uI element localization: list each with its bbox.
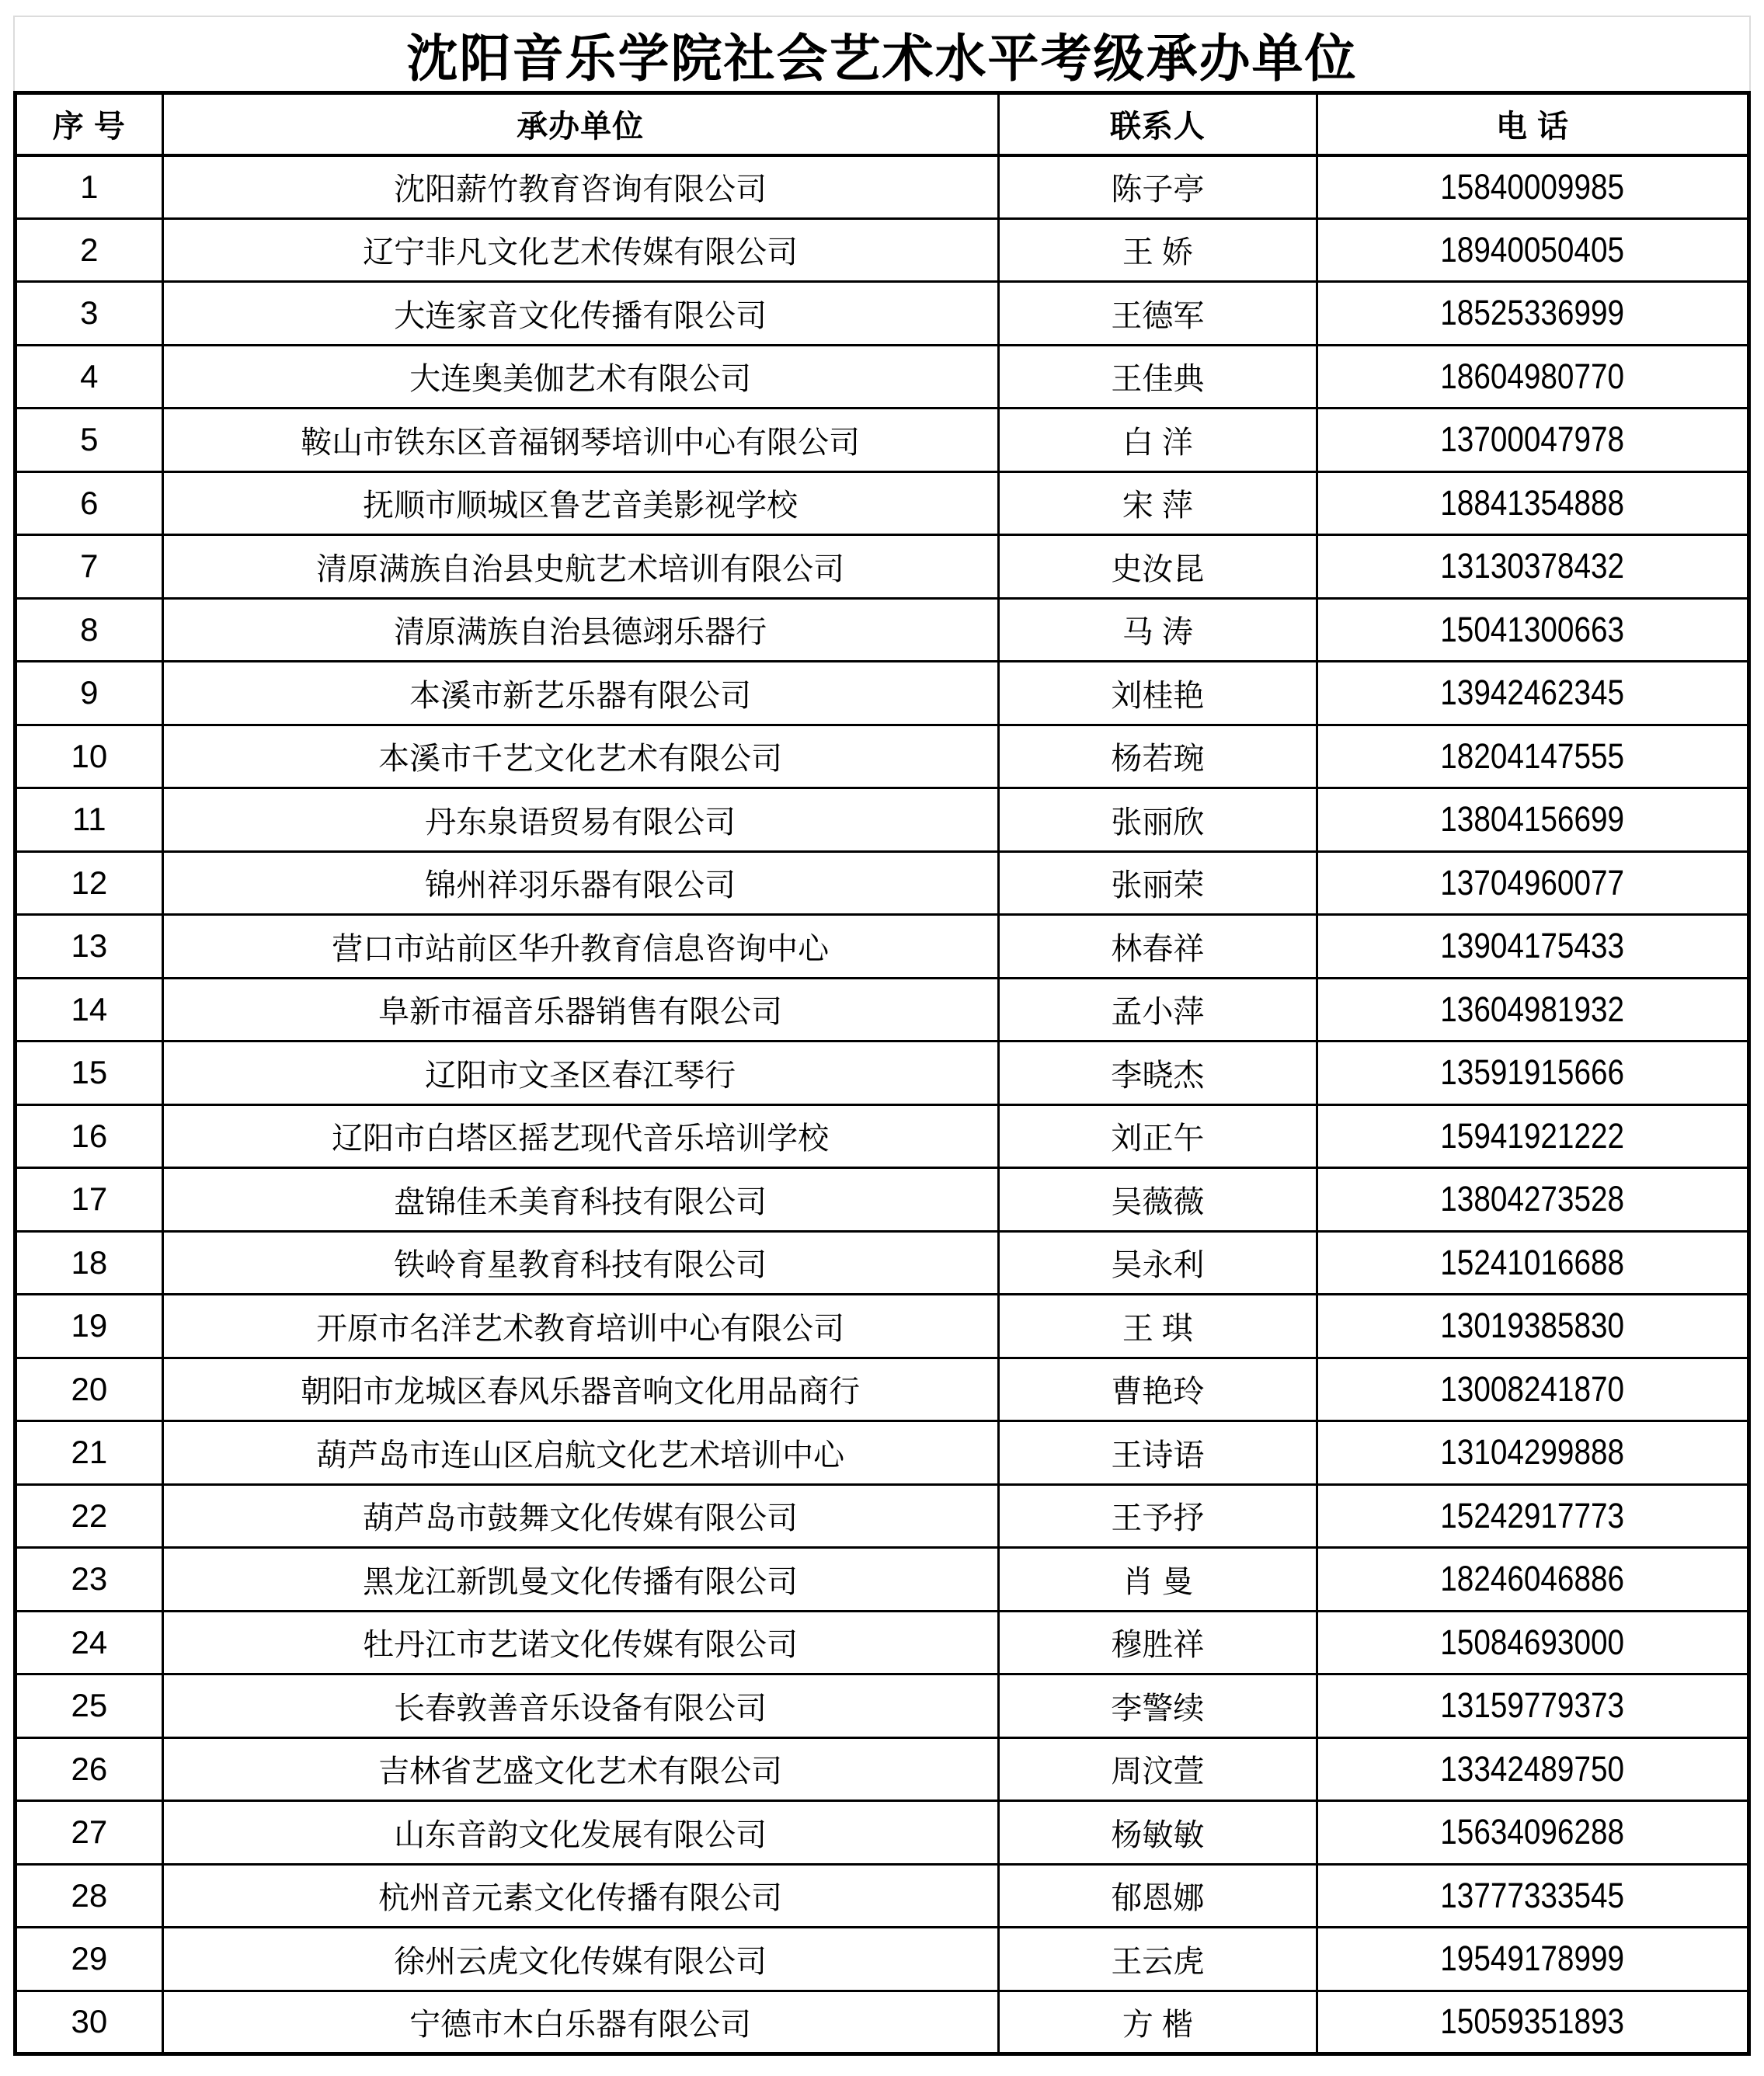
column-header-no: 序 号 (16, 93, 163, 155)
table-row (16, 1231, 1749, 1295)
phone-cell (1317, 1991, 1749, 2054)
phone-number: 13591915666 (1440, 1052, 1625, 1093)
contact-name-cell: 王云虎 (998, 1928, 1317, 1991)
table-row (16, 1168, 1749, 1232)
unit-name-cell: 徐州云虎文化传媒有限公司 (162, 1928, 998, 1991)
phone-cell (1317, 1801, 1749, 1865)
unit-name-cell: 牡丹江市艺诺文化传媒有限公司 (162, 1611, 998, 1674)
phone-cell (1317, 662, 1749, 725)
table-row (16, 1358, 1749, 1421)
row-number-cell: 10 (16, 725, 163, 788)
row-number-cell: 11 (16, 788, 163, 852)
contact-name-cell: 白 洋 (998, 409, 1317, 472)
phone-cell (1317, 978, 1749, 1041)
contact-name-cell: 宋 萍 (998, 471, 1317, 535)
phone-number: 13159779373 (1440, 1685, 1625, 1726)
contact-name-cell: 孟小萍 (998, 978, 1317, 1041)
unit-name-cell: 朝阳市龙城区春风乐器音响文化用品商行 (162, 1358, 998, 1421)
unit-name-cell: 清原满族自治县德翊乐器行 (162, 598, 998, 662)
unit-name-cell: 吉林省艺盛文化艺术有限公司 (162, 1737, 998, 1801)
unit-name-cell: 阜新市福音乐器销售有限公司 (162, 978, 998, 1041)
unit-name-cell: 大连家音文化传播有限公司 (162, 282, 998, 346)
unit-name-cell: 辽阳市文圣区春江琴行 (162, 1041, 998, 1105)
phone-cell (1317, 218, 1749, 282)
contact-name-cell: 张丽荣 (998, 851, 1317, 915)
row-number-cell: 1 (16, 155, 163, 219)
row-number-cell: 7 (16, 535, 163, 599)
phone-cell (1317, 155, 1749, 219)
contact-name-cell: 郁恩娜 (998, 1864, 1317, 1928)
row-number-cell: 8 (16, 598, 163, 662)
contact-name-cell: 王 娇 (998, 218, 1317, 282)
row-number-cell: 25 (16, 1674, 163, 1738)
phone-cell (1317, 1611, 1749, 1674)
phone-number: 13104299888 (1440, 1432, 1625, 1473)
unit-name-cell: 宁德市木白乐器有限公司 (162, 1991, 998, 2054)
column-header-unit: 承办单位 (162, 93, 998, 155)
phone-number: 15941921222 (1440, 1115, 1625, 1156)
row-number-cell: 15 (16, 1041, 163, 1105)
phone-cell (1317, 1358, 1749, 1421)
contact-name-cell: 方 楷 (998, 1991, 1317, 2054)
phone-number: 13804273528 (1440, 1179, 1625, 1219)
contact-name-cell: 刘正午 (998, 1104, 1317, 1168)
column-header-phone: 电 话 (1317, 93, 1749, 155)
phone-number: 15242917773 (1440, 1495, 1625, 1535)
row-number-cell: 21 (16, 1421, 163, 1485)
table-row (16, 1041, 1749, 1105)
phone-number: 18204147555 (1440, 735, 1625, 776)
phone-number: 15840009985 (1440, 166, 1625, 207)
phone-number: 13008241870 (1440, 1368, 1625, 1409)
row-number-cell: 3 (16, 282, 163, 346)
contact-name-cell: 陈子亭 (998, 155, 1317, 219)
phone-number: 18525336999 (1440, 293, 1625, 333)
document-page (13, 16, 1751, 2056)
phone-cell (1317, 345, 1749, 409)
table-row (16, 851, 1749, 915)
unit-name-cell: 杭州音元素文化传播有限公司 (162, 1864, 998, 1928)
table-row (16, 1864, 1749, 1928)
table-row (16, 1484, 1749, 1548)
unit-name-cell: 葫芦岛市鼓舞文化传媒有限公司 (162, 1484, 998, 1548)
row-number-cell: 24 (16, 1611, 163, 1674)
table-header-row (16, 93, 1749, 155)
phone-cell (1317, 598, 1749, 662)
page-title: 沈阳音乐学院社会艺术水平考级承办单位 (13, 16, 1751, 91)
contact-name-cell: 王予抒 (998, 1484, 1317, 1548)
unit-name-cell: 清原满族自治县史航艺术培训有限公司 (162, 535, 998, 599)
phone-cell (1317, 1737, 1749, 1801)
row-number-cell: 28 (16, 1864, 163, 1928)
units-table-body (16, 155, 1749, 2054)
phone-number: 18940050405 (1440, 229, 1625, 269)
phone-cell (1317, 851, 1749, 915)
table-row (16, 1548, 1749, 1612)
row-number-cell: 26 (16, 1737, 163, 1801)
contact-name-cell: 王 琪 (998, 1295, 1317, 1358)
table-row (16, 1991, 1749, 2054)
table-row (16, 1104, 1749, 1168)
unit-name-cell: 铁岭育星教育科技有限公司 (162, 1231, 998, 1295)
row-number-cell: 29 (16, 1928, 163, 1991)
contact-name-cell: 吴薇薇 (998, 1168, 1317, 1232)
phone-cell (1317, 1864, 1749, 1928)
table-row (16, 345, 1749, 409)
unit-name-cell: 锦州祥羽乐器有限公司 (162, 851, 998, 915)
units-table (13, 91, 1751, 2056)
phone-cell (1317, 1041, 1749, 1105)
unit-name-cell: 葫芦岛市连山区启航文化艺术培训中心 (162, 1421, 998, 1485)
contact-name-cell: 李晓杰 (998, 1041, 1317, 1105)
unit-name-cell: 营口市站前区华升教育信息咨询中心 (162, 915, 998, 979)
column-header-contact: 联系人 (998, 93, 1317, 155)
phone-number: 13804156699 (1440, 799, 1625, 840)
contact-name-cell: 林春祥 (998, 915, 1317, 979)
contact-name-cell: 吴永利 (998, 1231, 1317, 1295)
row-number-cell: 18 (16, 1231, 163, 1295)
phone-cell (1317, 409, 1749, 472)
unit-name-cell: 开原市名洋艺术教育培训中心有限公司 (162, 1295, 998, 1358)
row-number-cell: 30 (16, 1991, 163, 2054)
unit-name-cell: 鞍山市铁东区音福钢琴培训中心有限公司 (162, 409, 998, 472)
phone-cell (1317, 725, 1749, 788)
unit-name-cell: 盘锦佳禾美育科技有限公司 (162, 1168, 998, 1232)
unit-name-cell: 沈阳薪竹教育咨询有限公司 (162, 155, 998, 219)
phone-cell (1317, 788, 1749, 852)
row-number-cell: 5 (16, 409, 163, 472)
phone-number: 18841354888 (1440, 482, 1625, 523)
row-number-cell: 22 (16, 1484, 163, 1548)
phone-number: 15241016688 (1440, 1242, 1625, 1282)
unit-name-cell: 辽阳市白塔区摇艺现代音乐培训学校 (162, 1104, 998, 1168)
table-row (16, 218, 1749, 282)
unit-name-cell: 长春敦善音乐设备有限公司 (162, 1674, 998, 1738)
table-row (16, 598, 1749, 662)
table-row (16, 1674, 1749, 1738)
phone-number: 18604980770 (1440, 356, 1625, 396)
row-number-cell: 16 (16, 1104, 163, 1168)
phone-number: 15041300663 (1440, 609, 1625, 649)
contact-name-cell: 史汝昆 (998, 535, 1317, 599)
unit-name-cell: 山东音韵文化发展有限公司 (162, 1801, 998, 1865)
table-row (16, 915, 1749, 979)
contact-name-cell: 周汶萱 (998, 1737, 1317, 1801)
row-number-cell: 27 (16, 1801, 163, 1865)
table-row (16, 282, 1749, 346)
table-row (16, 725, 1749, 788)
unit-name-cell: 本溪市千艺文化艺术有限公司 (162, 725, 998, 788)
phone-cell (1317, 1484, 1749, 1548)
phone-cell (1317, 1928, 1749, 1991)
row-number-cell: 23 (16, 1548, 163, 1612)
phone-cell (1317, 1548, 1749, 1612)
row-number-cell: 2 (16, 218, 163, 282)
row-number-cell: 6 (16, 471, 163, 535)
phone-number: 13942462345 (1440, 673, 1625, 713)
contact-name-cell: 曹艳玲 (998, 1358, 1317, 1421)
row-number-cell: 9 (16, 662, 163, 725)
phone-cell (1317, 1674, 1749, 1738)
phone-number: 13904175433 (1440, 926, 1625, 966)
contact-name-cell: 王佳典 (998, 345, 1317, 409)
phone-cell (1317, 915, 1749, 979)
table-row (16, 1295, 1749, 1358)
table-row (16, 155, 1749, 219)
table-row (16, 535, 1749, 599)
contact-name-cell: 杨若琬 (998, 725, 1317, 788)
table-row (16, 978, 1749, 1041)
table-row (16, 1421, 1749, 1485)
table-row (16, 1801, 1749, 1865)
contact-name-cell: 王诗语 (998, 1421, 1317, 1485)
table-row (16, 1928, 1749, 1991)
row-number-cell: 19 (16, 1295, 163, 1358)
phone-cell (1317, 471, 1749, 535)
table-row (16, 788, 1749, 852)
unit-name-cell: 黑龙江新凯曼文化传播有限公司 (162, 1548, 998, 1612)
table-row (16, 409, 1749, 472)
row-number-cell: 14 (16, 978, 163, 1041)
unit-name-cell: 大连奥美伽艺术有限公司 (162, 345, 998, 409)
unit-name-cell: 本溪市新艺乐器有限公司 (162, 662, 998, 725)
phone-number: 13130378432 (1440, 546, 1625, 586)
phone-cell (1317, 1104, 1749, 1168)
contact-name-cell: 李警续 (998, 1674, 1317, 1738)
phone-number: 13777333545 (1440, 1875, 1625, 1915)
phone-cell (1317, 1231, 1749, 1295)
row-number-cell: 12 (16, 851, 163, 915)
table-row (16, 471, 1749, 535)
phone-number: 13019385830 (1440, 1306, 1625, 1346)
phone-cell (1317, 282, 1749, 346)
contact-name-cell: 张丽欣 (998, 788, 1317, 852)
phone-number: 13604981932 (1440, 989, 1625, 1029)
row-number-cell: 17 (16, 1168, 163, 1232)
row-number-cell: 4 (16, 345, 163, 409)
unit-name-cell: 抚顺市顺城区鲁艺音美影视学校 (162, 471, 998, 535)
contact-name-cell: 刘桂艳 (998, 662, 1317, 725)
phone-cell (1317, 1168, 1749, 1232)
phone-number: 15634096288 (1440, 1812, 1625, 1852)
table-row (16, 1611, 1749, 1674)
row-number-cell: 13 (16, 915, 163, 979)
phone-number: 15084693000 (1440, 1622, 1625, 1662)
phone-number: 13342489750 (1440, 1748, 1625, 1789)
contact-name-cell: 穆胜祥 (998, 1611, 1317, 1674)
phone-number: 15059351893 (1440, 2001, 1625, 2042)
phone-cell (1317, 1295, 1749, 1358)
contact-name-cell: 马 涛 (998, 598, 1317, 662)
unit-name-cell: 辽宁非凡文化艺术传媒有限公司 (162, 218, 998, 282)
phone-number: 19549178999 (1440, 1939, 1625, 1979)
contact-name-cell: 肖 曼 (998, 1548, 1317, 1612)
phone-number: 13704960077 (1440, 862, 1625, 902)
row-number-cell: 20 (16, 1358, 163, 1421)
phone-number: 13700047978 (1440, 419, 1625, 460)
table-row (16, 1737, 1749, 1801)
phone-number: 18246046886 (1440, 1559, 1625, 1599)
contact-name-cell: 王德军 (998, 282, 1317, 346)
contact-name-cell: 杨敏敏 (998, 1801, 1317, 1865)
unit-name-cell: 丹东泉语贸易有限公司 (162, 788, 998, 852)
phone-cell (1317, 1421, 1749, 1485)
table-row (16, 662, 1749, 725)
phone-cell (1317, 535, 1749, 599)
